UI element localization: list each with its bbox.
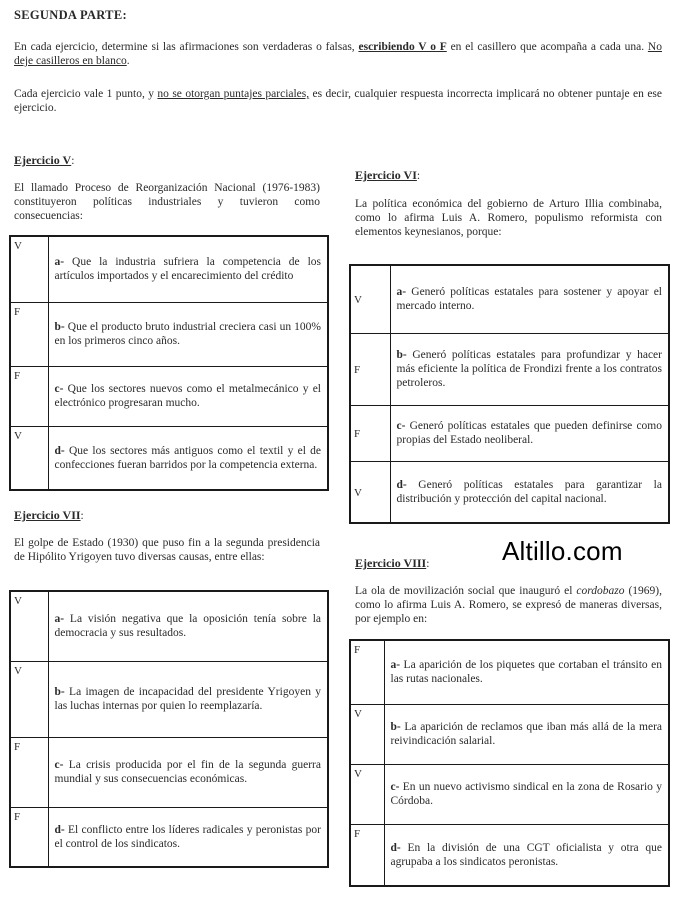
statement-text: d- Generó políticas estatales para garantizar la distribución y protección del capital nacional. bbox=[390, 461, 669, 523]
answer-box[interactable]: V bbox=[350, 704, 384, 764]
answer-box[interactable]: V bbox=[350, 265, 390, 333]
table-row bbox=[10, 426, 328, 490]
statement-text: b- La aparición de reclamos que iban más allá de la mera reivindicación salarial. bbox=[384, 704, 669, 764]
answer-box[interactable]: V bbox=[10, 426, 48, 490]
answer-box[interactable]: F bbox=[10, 737, 48, 807]
exercise-v-intro: El llamado Proceso de Reorganización Nacional (1976-1983) constituyeron políticas industriales y tuvieron como consecuencias: bbox=[14, 182, 320, 222]
exercise-v-heading: Ejercicio V: bbox=[14, 153, 75, 167]
table-row bbox=[10, 737, 328, 807]
table-row bbox=[10, 661, 328, 737]
table-row bbox=[10, 591, 328, 661]
statement-text: c- Que los sectores nuevos como el metalmecánico y el electrónico progresaran mucho. bbox=[48, 366, 328, 426]
statement-text: c- La crisis producida por el fin de la segunda guerra mundial y sus consecuencias económicas. bbox=[48, 737, 328, 807]
answer-box[interactable]: V bbox=[10, 661, 48, 737]
exercise-vii-heading: Ejercicio VII: bbox=[14, 508, 84, 522]
table-row bbox=[10, 366, 328, 426]
table-row bbox=[350, 333, 669, 405]
instructions-paragraph-2: Cada ejercicio vale 1 punto, y no se otorgan puntajes parciales, es decir, cualquier respuesta incorrecta implicará no obtener puntaje en ese ejercicio. bbox=[14, 88, 662, 114]
section-title: SEGUNDA PARTE: bbox=[14, 8, 127, 22]
exercise-vi-heading: Ejercicio VI: bbox=[355, 168, 421, 182]
answer-box[interactable]: F bbox=[10, 366, 48, 426]
table-row bbox=[350, 265, 669, 333]
exercise-viii-heading: Ejercicio VIII: bbox=[355, 556, 430, 570]
exercise-viii-intro: La ola de movilización social que inauguró el cordobazo (1969), como lo afirma Luis A. Romero, se expresó de maneras diversas, por ejemplo en: bbox=[355, 585, 662, 625]
answer-box[interactable]: F bbox=[350, 824, 384, 886]
statement-text: d- El conflicto entre los líderes radicales y peronistas por el control de los sindicatos. bbox=[48, 807, 328, 867]
altillo-watermark: Altillo.com bbox=[502, 536, 623, 566]
statement-text: c- Generó políticas estatales que pueden definirse como propias del Estado neoliberal. bbox=[390, 405, 669, 461]
statement-text: a- Que la industria sufriera la competencia de los artículos importados y el encarecimiento del crédito bbox=[48, 236, 328, 302]
statement-text: b- Generó políticas estatales para profundizar y hacer más eficiente la política de Frondizi frente a los contratos petroleros. bbox=[390, 333, 669, 405]
statement-text: a- La aparición de los piquetes que cortaban el tránsito en las rutas nacionales. bbox=[384, 640, 669, 704]
answer-box[interactable]: F bbox=[10, 807, 48, 867]
answer-box[interactable]: V bbox=[350, 461, 390, 523]
statement-text: b- La imagen de incapacidad del presidente Yrigoyen y las luchas internas por quien lo reemplazaría. bbox=[48, 661, 328, 737]
answer-box[interactable]: F bbox=[350, 405, 390, 461]
table-row bbox=[10, 807, 328, 867]
exercise-v-table bbox=[9, 235, 329, 491]
exercise-vi-table bbox=[349, 264, 670, 524]
exercise-vii-table bbox=[9, 590, 329, 868]
table-row bbox=[350, 704, 669, 764]
table-row bbox=[350, 405, 669, 461]
exercise-vi-intro: La política económica del gobierno de Arturo Illia combinaba, como lo afirma Luis A. Romero, populismo reformista con elementos keynesianos, porque: bbox=[355, 198, 662, 238]
answer-box[interactable]: F bbox=[350, 333, 390, 405]
table-row bbox=[350, 824, 669, 886]
table-row bbox=[350, 640, 669, 704]
instructions-paragraph-1: En cada ejercicio, determine si las afirmaciones son verdaderas o falsas, escribiendo V o F en el casillero que acompaña a cada una. No deje casilleros en blanco. bbox=[14, 41, 662, 67]
answer-box[interactable]: V bbox=[10, 591, 48, 661]
statement-text: d- Que los sectores más antiguos como el textil y el de confecciones fueran barridos por la competencia externa. bbox=[48, 426, 328, 490]
statement-text: b- Que el producto bruto industrial creciera casi un 100% en los primeros cinco años. bbox=[48, 302, 328, 366]
exercise-vii-intro: El golpe de Estado (1930) que puso fin a la segunda presidencia de Hipólito Yrigoyen tuvo diversas causas, entre ellas: bbox=[14, 537, 320, 563]
table-row bbox=[350, 461, 669, 523]
answer-box[interactable]: V bbox=[350, 764, 384, 824]
table-row bbox=[10, 236, 328, 302]
statement-text: a- La visión negativa que la oposición tenía sobre la democracia y sus resultados. bbox=[48, 591, 328, 661]
answer-box[interactable]: F bbox=[350, 640, 384, 704]
table-row bbox=[350, 764, 669, 824]
answer-box[interactable]: V bbox=[10, 236, 48, 302]
exercise-viii-table bbox=[349, 639, 670, 887]
table-row bbox=[10, 302, 328, 366]
statement-text: c- En un nuevo activismo sindical en la zona de Rosario y Córdoba. bbox=[384, 764, 669, 824]
statement-text: d- En la división de una CGT oficialista y otra que agrupaba a los sindicatos peronistas. bbox=[384, 824, 669, 886]
statement-text: a- Generó políticas estatales para sostener y apoyar el mercado interno. bbox=[390, 265, 669, 333]
answer-box[interactable]: F bbox=[10, 302, 48, 366]
